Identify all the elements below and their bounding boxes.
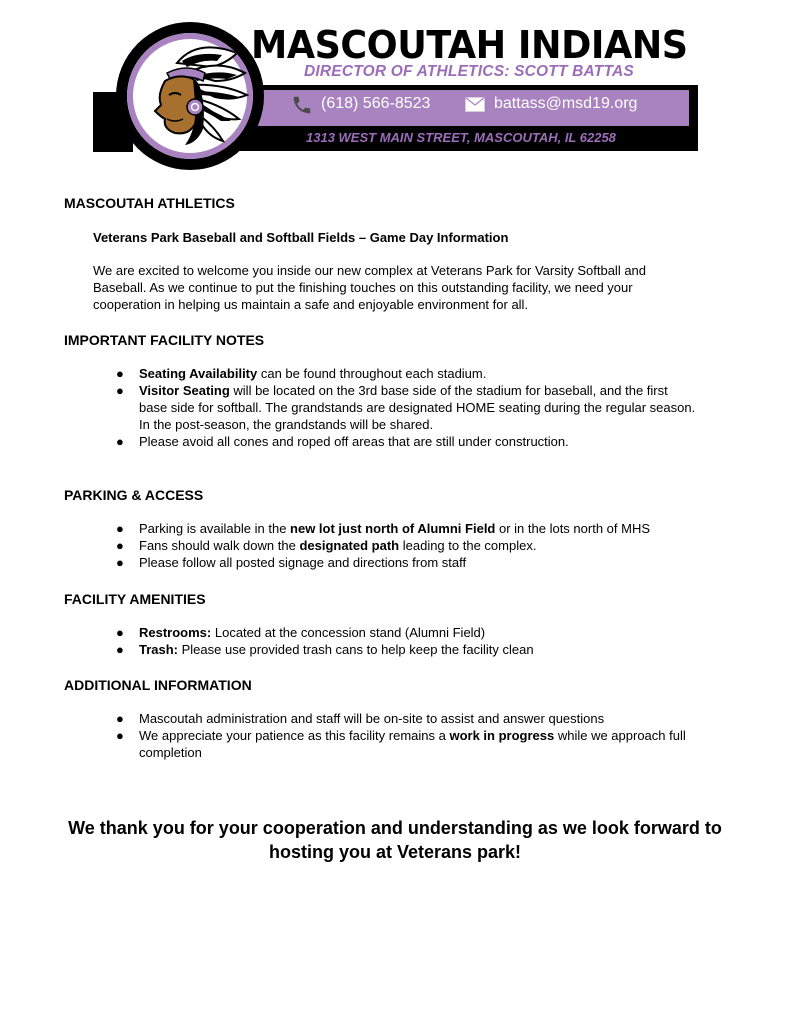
bullet: ● [116, 434, 124, 449]
additional-title: ADDITIONAL INFORMATION [64, 677, 252, 693]
brand-title: MASCOUTAH INDIANS [251, 23, 688, 67]
item-text: leading to the complex. [399, 538, 537, 553]
item-text: will be located on the 3rd base side of the stadium for baseball, and the first base side for softball. The grandstands are designated HOME seating during the regular season. In the post-season, the grandstands will be shared. [139, 383, 696, 432]
item-text: Please use provided trash cans to help keep the facility clean [178, 642, 534, 657]
list-item [0, 520, 699, 537]
item-text: Please follow all posted signage and directions from staff [139, 555, 467, 570]
doc-heading: MASCOUTAH ATHLETICS [64, 195, 235, 211]
list-item [0, 554, 699, 571]
item-text: Please avoid all cones and roped off areas that are still under construction. [139, 434, 569, 449]
bullet: ● [116, 642, 124, 657]
item-text: while we approach full completion [139, 728, 686, 760]
list-item [0, 624, 699, 641]
additional-list [0, 710, 791, 761]
item-text: Fans should walk down the [139, 538, 300, 553]
parking-list [0, 520, 791, 571]
list-item [0, 710, 699, 727]
amenities-title: FACILITY AMENITIES [64, 591, 206, 607]
phone-number: (618) 566-8523 [321, 95, 431, 112]
address-line: 1313 WEST MAIN STREET, MASCOUTAH, IL 62258 [306, 130, 616, 145]
list-item [0, 382, 699, 433]
item-text: Mascoutah administration and staff will be on-site to assist and answer questions [139, 711, 605, 726]
list-item [0, 641, 699, 658]
phone-icon [291, 94, 313, 116]
list-item [0, 433, 699, 450]
list-item [0, 727, 699, 761]
doc-subheading: Veterans Park Baseball and Softball Fields – Game Day Information [93, 230, 509, 245]
item-text: We appreciate your patience as this facility remains a [139, 728, 450, 743]
item-bold: designated path [299, 538, 400, 553]
item-bold: work in progress [449, 728, 555, 743]
item-bold: new lot just north of Alumni Field [290, 521, 496, 536]
list-item [0, 365, 699, 382]
item-bold: Trash: [139, 642, 179, 657]
parking-title: PARKING & ACCESS [64, 487, 204, 503]
bullet: ● [116, 521, 124, 536]
bullet: ● [116, 728, 124, 743]
item-bold: Visitor Seating [139, 383, 230, 398]
letterhead [93, 22, 699, 172]
mascot-logo [127, 33, 253, 159]
item-text: Located at the concession stand (Alumni Field) [211, 625, 486, 640]
item-text: or in the lots north of MHS [495, 521, 650, 536]
item-bold: Seating Availability [139, 366, 258, 381]
bullet: ● [116, 625, 124, 640]
bullet: ● [116, 538, 124, 553]
facility-notes-title: IMPORTANT FACILITY NOTES [64, 332, 265, 348]
facility-notes-list [0, 365, 791, 450]
bullet: ● [116, 366, 124, 381]
bullet: ● [116, 383, 124, 398]
closing-statement: We thank you for your cooperation and understanding as we look forward to hosting you at Veterans park! [68, 818, 722, 862]
mascot-logo-icon [127, 33, 253, 159]
item-text: can be found throughout each stadium. [257, 366, 487, 381]
item-text: Parking is available in the [139, 521, 291, 536]
item-bold: Restrooms: [139, 625, 212, 640]
email-address: battass@msd19.org [494, 95, 638, 112]
bullet: ● [116, 711, 124, 726]
bullet: ● [116, 555, 124, 570]
amenities-list [0, 624, 791, 658]
email-icon [465, 97, 485, 112]
list-item [0, 537, 699, 554]
intro-paragraph: We are excited to welcome you inside our new complex at Veterans Park for Varsity Softball and Baseball. As we continue to put the finishing touches on this outstanding facility, we need your cooperation in helping us maintain a safe and enjoyable environment for all. [93, 263, 647, 312]
director-line: DIRECTOR OF ATHLETICS: SCOTT BATTAS [304, 63, 634, 80]
